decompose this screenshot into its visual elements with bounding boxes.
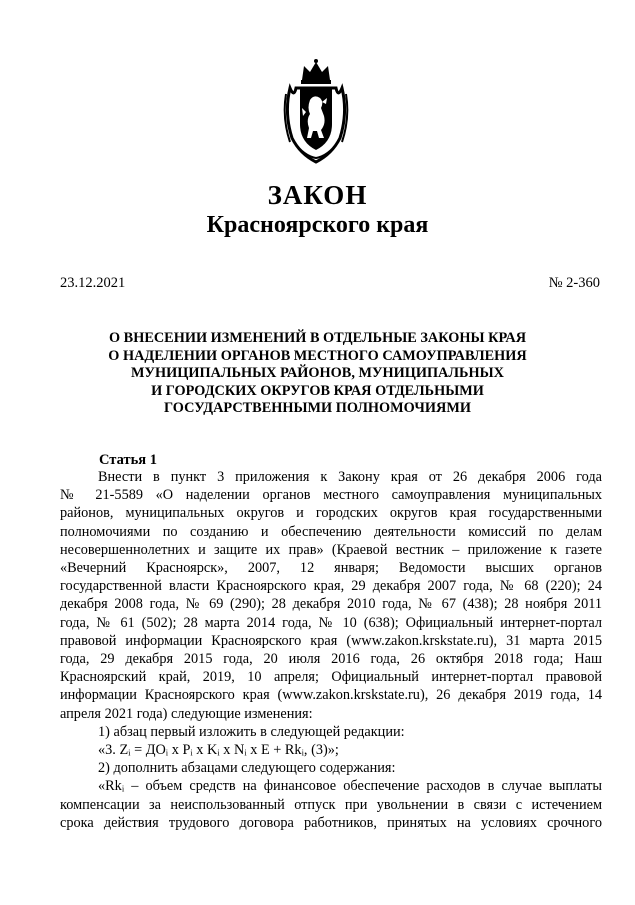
- law-title-line: О НАДЕЛЕНИИ ОРГАНОВ МЕСТНОГО САМОУПРАВЛЕНИЯ: [108, 347, 527, 364]
- article-heading: Статья 1: [99, 452, 157, 468]
- law-title: [0, 330, 635, 418]
- formula-line: «3. Zᵢ = ДОᵢ x Pᵢ x Kᵢ x Nᵢ x E + Rkᵢ, (3)»;: [98, 742, 339, 759]
- body-line: компенсации за неиспользованный отпуск при увольнении в связи с истечением: [60, 796, 602, 813]
- body-line: апреля 2021 года) следующие изменения:: [60, 705, 313, 722]
- law-number: № 2-360: [548, 275, 600, 291]
- body-line: «Вечерний Красноярск», 2007, 12 января; Ведомости высших органов: [60, 560, 602, 577]
- body-line: года, № 61 (502); 28 марта 2014 года, № 10 (638); Официальный интернет-портал: [60, 614, 602, 631]
- coat-of-arms-emblem: [280, 58, 352, 164]
- article-body: [60, 468, 602, 832]
- law-date: 23.12.2021: [60, 275, 126, 291]
- body-line: 1) абзац первый изложить в следующей редакции:: [98, 723, 405, 740]
- body-line: года, 29 декабря 2015 года, 20 июля 2016 года, 26 октября 2018 года; Наш: [60, 651, 602, 668]
- body-line: районов, муниципальных округов и городских округов края государственными: [60, 505, 602, 522]
- document-subtitle: Красноярского края: [206, 212, 429, 238]
- body-line: правовой информации Красноярского края (www.zakon.krskstate.ru), 31 марта 2015: [60, 632, 602, 649]
- body-line: 2) дополнить абзацами следующего содержания:: [98, 760, 396, 777]
- body-line: несовершеннолетних и защите их прав» (Краевой вестник – приложение к газете: [60, 541, 602, 558]
- body-line: Внести в пункт 3 приложения к Закону края от 26 декабря 2006 года: [98, 469, 602, 485]
- body-line: срока действия трудового договора работников, принятых на условиях срочного: [60, 814, 602, 831]
- law-title-line: О ВНЕСЕНИИ ИЗМЕНЕНИЙ В ОТДЕЛЬНЫЕ ЗАКОНЫ КРАЯ: [108, 330, 527, 346]
- document-title: ЗАКОН: [267, 180, 368, 210]
- body-line: информации Красноярского края (www.zakon.krskstate.ru), 26 декабря 2019 года, 14: [60, 687, 602, 704]
- body-line: № 21-5589 «О наделении органов местного самоуправления муниципальных: [60, 487, 602, 504]
- body-line: декабря 2008 года, № 69 (290); 28 декабря 2010 года, № 67 (438); 28 ноября 2011: [60, 596, 602, 613]
- body-line: Красноярский край, 2019, 10 апреля; Официальный интернет-портал правовой: [60, 669, 602, 686]
- law-title-line: ГОСУДАРСТВЕННЫМИ ПОЛНОМОЧИЯМИ: [164, 400, 471, 417]
- body-line: «Rkᵢ – объем средств на финансовое обеспечение расходов в случае выплаты: [98, 778, 602, 795]
- body-line: государственной власти Красноярского края, 29 декабря 2007 года, № 68 (220); 24: [60, 578, 602, 595]
- body-line: полномочиями по созданию и обеспечению деятельности комиссий по делам: [60, 523, 602, 540]
- law-title-line: МУНИЦИПАЛЬНЫХ РАЙОНОВ, МУНИЦИПАЛЬНЫХ: [131, 365, 504, 382]
- law-title-line: И ГОРОДСКИХ ОКРУГОВ КРАЯ ОТДЕЛЬНЫМИ: [151, 382, 484, 399]
